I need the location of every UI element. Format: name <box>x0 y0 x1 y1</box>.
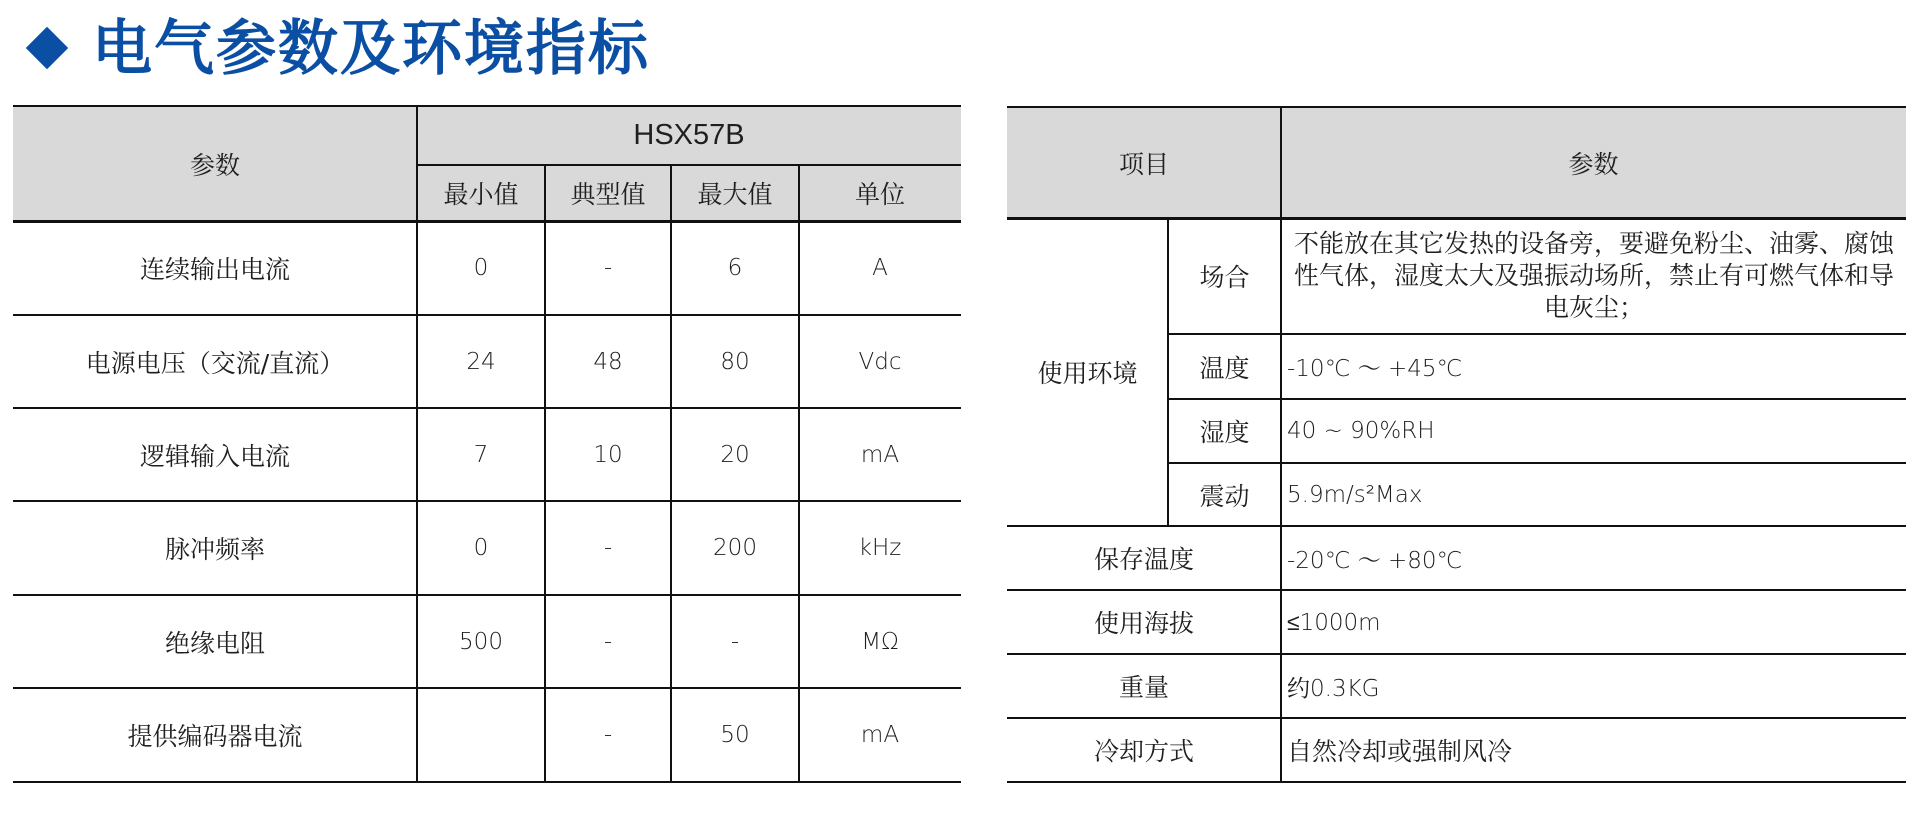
unit-value: Vdc <box>858 348 902 375</box>
usage-env-label: 使用环境 <box>1037 359 1138 388</box>
table-rule <box>417 164 961 166</box>
max-value: 50 <box>720 722 750 748</box>
max-value: 200 <box>713 535 757 561</box>
param-name: 连续输出电流 <box>139 255 290 284</box>
env-item: 场合 <box>1199 263 1250 292</box>
env-value: 约0.3KG <box>1287 675 1380 702</box>
unit-value: MΩ <box>861 628 899 655</box>
table-rule <box>1167 218 1169 527</box>
table-rule <box>1007 525 1906 527</box>
env-value: 不能放在其它发热的设备旁，要避免粉尘、油雾、腐蚀性气体，湿度太大及强振动场所，禁止有可燃气体和导电灰尘； <box>1293 229 1894 322</box>
table-rule <box>1280 107 1282 783</box>
typ-value: 48 <box>593 348 623 375</box>
typ-value: - <box>603 628 613 655</box>
min-value: 500 <box>459 628 503 655</box>
table-rule <box>13 314 961 316</box>
unit-value: kHz <box>858 535 902 561</box>
table-rule <box>1007 589 1906 591</box>
table-rule <box>13 407 961 409</box>
param-name: 逻辑输入电流 <box>139 441 290 471</box>
min-header: 最小值 <box>443 180 519 209</box>
env-item: 使用海拔 <box>1093 609 1194 638</box>
unit-value: mA <box>860 722 900 748</box>
max-header: 最大值 <box>697 180 773 209</box>
env-value: 40 ~ 90%RH <box>1287 418 1435 444</box>
table-rule <box>13 500 961 502</box>
env-item: 保存温度 <box>1093 545 1194 574</box>
table-rule <box>544 165 546 783</box>
table-rule <box>416 106 418 783</box>
max-value: 80 <box>720 348 750 375</box>
table-rule <box>13 687 961 689</box>
env-value: ≤1000m <box>1287 609 1381 636</box>
table-rule <box>1007 653 1906 655</box>
min-value: 0 <box>473 255 489 281</box>
typ-header: 典型值 <box>570 180 646 209</box>
min-value: 0 <box>473 535 489 561</box>
min-value: 24 <box>466 348 496 375</box>
max-value: 6 <box>727 255 743 281</box>
env-item: 温度 <box>1199 353 1250 383</box>
env-value: 5.9m/s²Max <box>1287 481 1423 508</box>
env-value: -20℃ ～ +80℃ <box>1287 547 1463 574</box>
table-rule <box>13 594 961 596</box>
table-rule <box>1168 333 1906 335</box>
env-item: 冷却方式 <box>1093 737 1194 766</box>
typ-value: - <box>603 722 613 748</box>
param-name: 脉冲频率 <box>164 535 265 564</box>
min-value <box>417 688 545 782</box>
min-value: 7 <box>473 441 489 468</box>
table-rule <box>670 165 672 783</box>
table-rule <box>13 105 961 107</box>
table-rule <box>798 165 800 783</box>
param-name: 提供编码器电流 <box>127 722 303 751</box>
env-item: 湿度 <box>1199 418 1250 447</box>
env-value: 自然冷却或强制风冷 <box>1287 737 1513 766</box>
max-value: - <box>730 628 740 655</box>
table-rule <box>1007 781 1906 783</box>
model-header: HSX57B <box>633 119 745 151</box>
diamond-bullet-icon <box>26 27 68 69</box>
table-rule <box>1007 106 1906 108</box>
table-rule <box>1007 717 1906 719</box>
table-rule <box>13 220 961 223</box>
typ-value: 10 <box>593 441 623 468</box>
table-rule <box>1168 462 1906 464</box>
max-value: 20 <box>720 441 750 468</box>
param-header: 参数 <box>189 150 240 180</box>
env-value: -10℃ ～ +45℃ <box>1287 356 1463 382</box>
unit-value: A <box>872 255 888 281</box>
unit-header: 单位 <box>854 180 905 209</box>
typ-value: - <box>603 255 613 281</box>
param-name: 电源电压（交流/直流） <box>85 348 345 378</box>
unit-value: mA <box>860 441 900 468</box>
table-rule <box>1007 217 1906 220</box>
table-rule <box>13 781 961 783</box>
env-item: 重量 <box>1118 673 1169 702</box>
section-title: 电气参数及环境指标 <box>92 14 650 84</box>
table-rule <box>1168 398 1906 400</box>
env-item: 震动 <box>1199 481 1250 511</box>
item-header: 项目 <box>1118 149 1169 179</box>
param-header: 参数 <box>1568 149 1619 179</box>
typ-value: - <box>603 535 613 561</box>
param-name: 绝缘电阻 <box>164 628 265 658</box>
